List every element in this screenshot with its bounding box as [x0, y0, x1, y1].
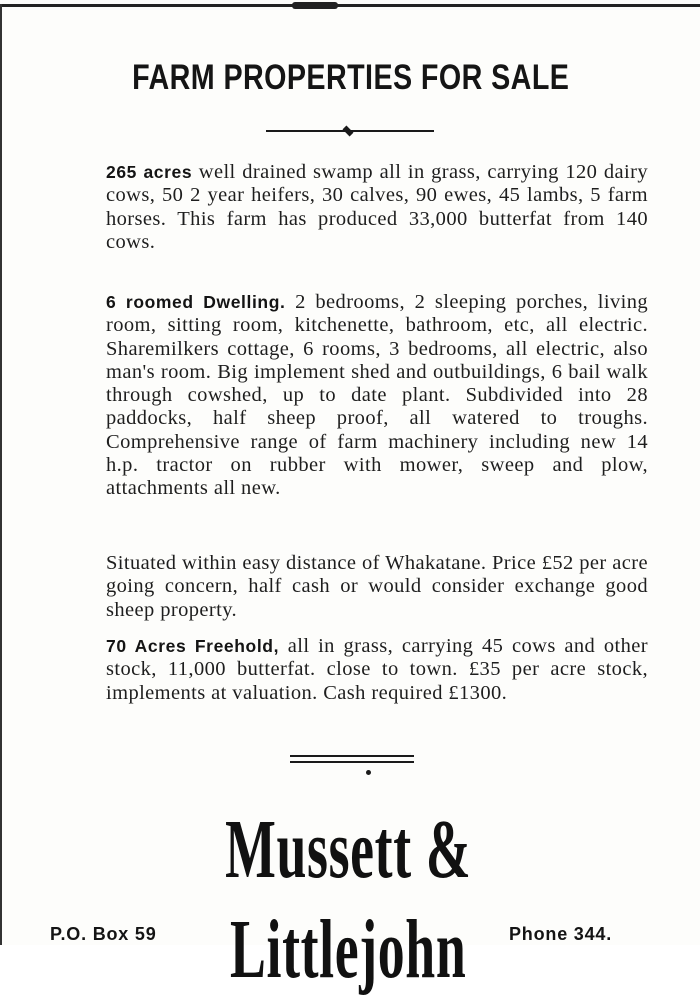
listing-lead: 265 acres	[106, 162, 193, 182]
listing-text: well drained swamp all in grass, carrying 120 dairy cows, 50 2 year heifers, 30 calves, 90 ewes, 45 lambs, 5 farm horses. This farm has produced 33,000 butterfat from 140 cows.	[106, 161, 648, 253]
listing-lead: 70 Acres Freehold,	[106, 636, 280, 656]
divider-dot	[366, 770, 371, 775]
left-border-rule	[0, 4, 2, 945]
heading-ornament	[266, 127, 434, 135]
top-border-mark	[292, 2, 338, 9]
page-title: FARM PROPERTIES FOR SALE	[132, 58, 570, 97]
listing-lead: 6 roomed Dwelling.	[106, 292, 286, 312]
section-divider	[290, 755, 414, 764]
phone-number: Phone 344.	[509, 924, 613, 944]
listing-text: all in grass, carrying 45 cows and other stock, 11,000 butterfat. close to town. £35 per acre stock, implements at valuation. Cash required £1300.	[106, 635, 648, 704]
listing-70-acres	[106, 635, 648, 705]
top-border-rule	[2, 4, 700, 7]
listing-dwelling	[106, 291, 648, 501]
listing-text: 2 bedrooms, 2 sleeping porches, living room, sitting room, kitchenette, bathroom, etc, all electric. Sharemilkers cottage, 6 rooms, 3 bedrooms, all electric, also man's room. Big implement shed and outbuildings, 6 bail walk through cowshed, up to date plant. Subdivided into 28 paddocks, half sheep proof, all watered to troughs. Comprehensive range of farm machinery including new 14 h.p. tractor on rubber with mower, sweep and plow, attachments all new.	[106, 291, 648, 500]
firm-name: Mussett & Littlejohn	[225, 803, 472, 996]
listing-location-price: Situated within easy distance of Whakatane. Price £52 per acre going concern, half cash or would consider exchange good sheep property.	[106, 552, 648, 621]
diamond-icon	[343, 126, 354, 137]
po-box: P.O. Box 59	[50, 924, 157, 944]
listing-265-acres	[106, 161, 648, 254]
